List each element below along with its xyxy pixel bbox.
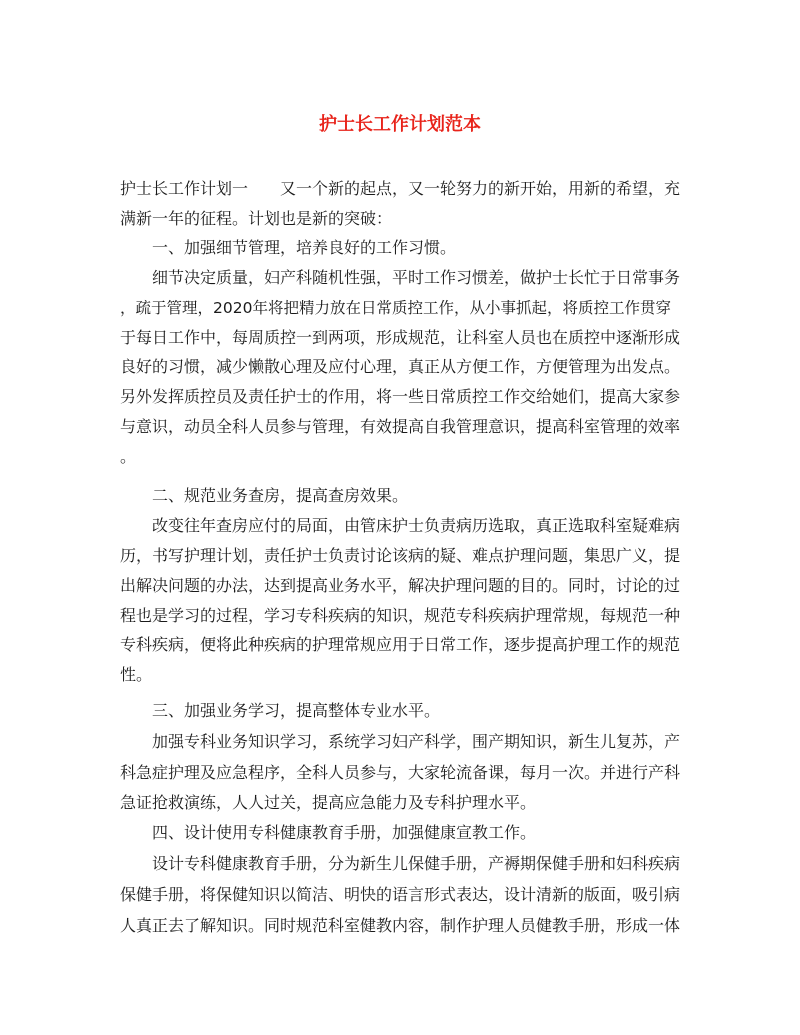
body-line: 急证抢救演练，人人过关，提高应急能力及专科护理水平。	[120, 793, 537, 812]
section-heading: 四、设计使用专科健康教育手册，加强健康宣教工作。	[152, 823, 537, 842]
body-line: 另外发挥质控员及责任护士的作用，将一些日常质控工作交给她们，提高大家参	[120, 387, 681, 406]
section-heading: 一、加强细节管理，培养良好的工作习惯。	[152, 238, 457, 257]
body-line: 加强专科业务知识学习，系统学习妇产科学，围产期知识，新生儿复苏，产	[152, 732, 681, 751]
body-line: 历，书写护理计划，责任护士负责讨论该病的疑、难点护理问题，集思广义，提	[120, 546, 681, 565]
body-line: 与意识，动员全科人员参与管理，有效提高自我管理意识，提高科室管理的效率	[120, 417, 681, 436]
body-line: 。	[120, 447, 137, 466]
body-line: ，疏于管理，2020年将把精力放在日常质控工作，从小事抓起，将质控工作贯穿	[120, 299, 671, 317]
body-line: 保健手册，将保健知识以简洁、明快的语言形式表达，设计清新的版面，吸引病	[120, 885, 681, 904]
body-line: 人真正去了解知识。同时规范科室健教内容，制作护理人员健教手册，形成一体	[120, 916, 681, 935]
section-heading: 二、规范业务查房，提高查房效果。	[152, 486, 409, 505]
body-line: 设计专科健康教育手册，分为新生儿保健手册，产褥期保健手册和妇科疾病	[152, 854, 681, 873]
document-title: 护士长工作计划范本	[319, 114, 481, 135]
section-heading: 三、加强业务学习，提高整体专业水平。	[152, 701, 441, 720]
body-line: 护士长工作计划一 又一个新的起点，又一轮努力的新开始，用新的希望，充	[120, 179, 681, 198]
body-line: 出解决问题的办法，达到提高业务水平，解决护理问题的目的。同时，讨论的过	[120, 576, 681, 595]
body-line: 专科疾病，便将此种疾病的护理常规应用于日常工作，逐步提高护理工作的规范	[120, 635, 681, 654]
body-line: 程也是学习的过程，学习专科疾病的知识，规范专科疾病护理常规，每规范一种	[120, 606, 681, 625]
body-line: 满新一年的征程。计划也是新的突破：	[120, 209, 393, 228]
body-line: 细节决定质量，妇产科随机性强，平时工作习惯差，做护士长忙于日常事务	[152, 268, 681, 287]
body-line: 于每日工作中，每周质控一到两项，形成规范，让科室人员也在质控中逐渐形成	[120, 328, 681, 347]
body-line: 改变往年查房应付的局面，由管床护士负责病历选取，真正选取科室疑难病	[152, 516, 681, 535]
body-line: 性。	[120, 665, 153, 684]
body-line: 良好的习惯，减少懒散心理及应付心理，真正从方便工作，方便管理为出发点。	[120, 357, 681, 376]
body-line: 科急症护理及应急程序，全科人员参与，大家轮流备课，每月一次。并进行产科	[120, 763, 681, 782]
